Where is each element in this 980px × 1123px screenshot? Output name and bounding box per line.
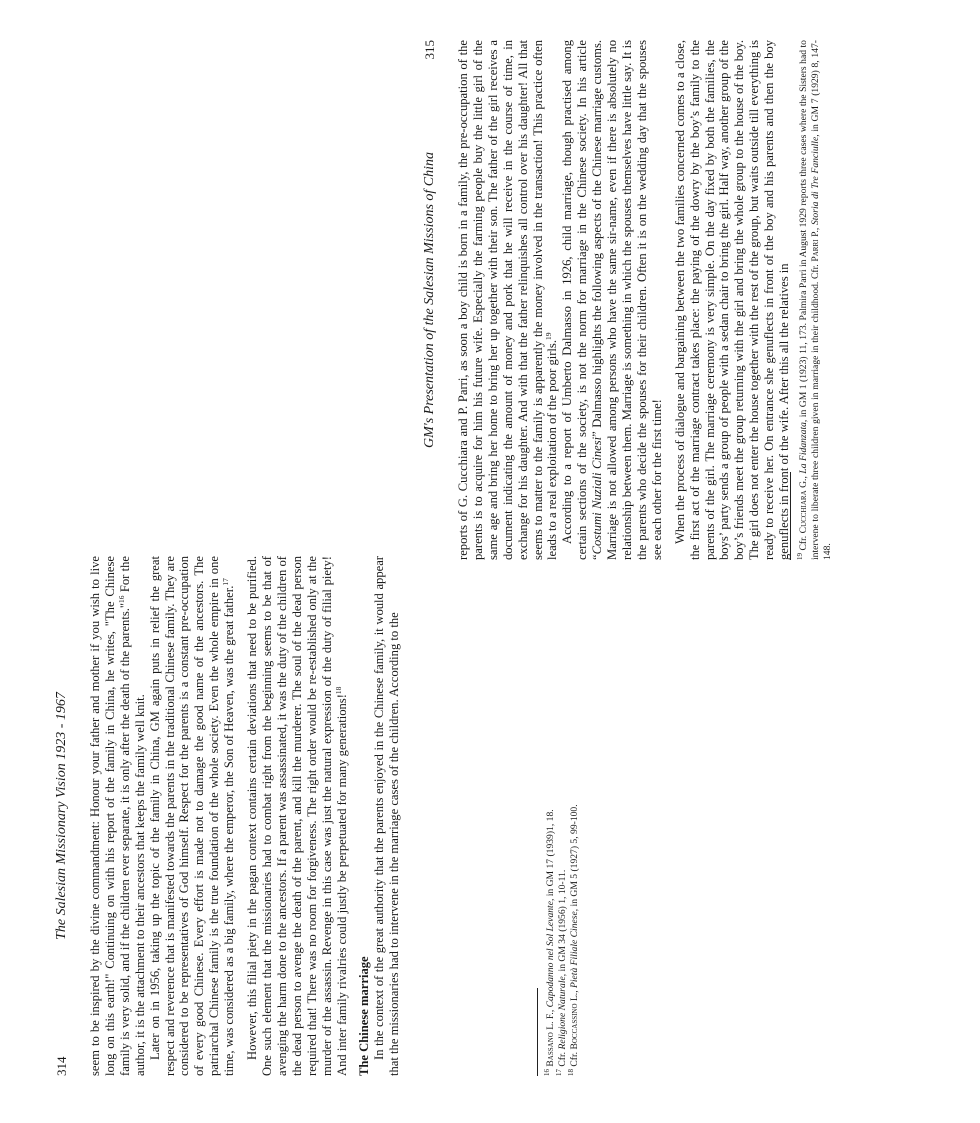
footnote-ref: 16 xyxy=(116,595,126,603)
body-text xyxy=(456,40,792,560)
running-title: The Salesian Missionary Vision 1923 - 1967 xyxy=(54,692,69,940)
section-heading: The Chinese marriage xyxy=(357,956,372,1076)
body-text xyxy=(88,556,402,1076)
footnote: $^{19}$ Cfr. Cucchiara G., La Fidanzata, in GM 1 (1923) 11, 173. Palmira Parri in August 1929 reports three cases where the Sisters had to intervene to liberate three children given in marriage in their childhood. Cfr. Parri P., Storia di Tre Fanciulle, in GM 7 (1929) 8, 147-148. xyxy=(795,40,833,560)
left-page xyxy=(52,556,612,1076)
footnote: $^{16}$ Bassano L. F., Capodanno nel Sol Levante, in GM 17 (1939)1, 18. xyxy=(542,809,556,1076)
footnotes xyxy=(537,556,581,1076)
running-head xyxy=(52,556,72,1076)
page-number: 315 xyxy=(422,40,437,60)
paragraph: Later on in 1956, taking up the topic of the family in China, GM again puts in relief the great respect and reverence that is manifested towards the parents in the traditional Chinese family. They are considered to be representatives of God himself. Respect for the parents is a constant pre-occupation of every good Chinese. Every effort is made not to damage the good name of the ancestors. The patriarchal Chinese family is the true foundation of the whole society. Even the whole empire in one time, was considered as a big family, where the emperor, the Son of Heaven, was the great father.$^{17}$ xyxy=(147,556,237,1076)
paragraph: seem to be inspired by the divine commandment: Honour your father and mother if you wish to live long on this earth!" Continuing on with his report of the family in China, he writes, "The Chinese family is very solid, and if the children ever separate, it is only after the death of the parents."$^{16}$ For the author, it is the attachment to their ancestors that keeps the family well knit. xyxy=(88,556,147,1076)
paragraph: In the context of the great authority that the parents enjoyed in the Chinese family, it would appear that the missionaries had to intervene in the marriage cases of the children. According to the xyxy=(372,556,402,1076)
page-number: 314 xyxy=(54,1056,69,1076)
paragraph: However, this filial piety in the pagan context contains certain deviations that need to be purified. One such element that the missionaries had to combat right from the beginning seems to be that of avenging the harm done to the ancestors. If a parent was assassinated, it was the duty of the children of the dead person to avenge the death of the parent, and kill the murderer. The soul of the dead person required that! There was no room for forgiveness. The right order would be re-established only at the murder of the assassin. Revenge in this case was just the natural expression of the duty of filial piety! And inter family rivalries could justly be perpetuated for many generations!$^{18}$ xyxy=(245,556,349,1076)
footnote: $^{17}$ Cfr. Religione Naturale, in GM 34 (1956) 1, 10-11. xyxy=(554,869,568,1076)
paragraph: reports of G. Cucchiara and P. Parri, as soon a boy child is born in a family, the pre-occupation of the parents is to acquire for him his future wife. Especially the farming people buy the little girl of the same age and bring her home to bring her up together with their son. The father of the girl receives a document indicating the amount of money and pork that he will receive in the course of time, in exchange for his daughter. And with that the father relinquishes all control over his daughter! All that seems to matter to the family is apparently the money involved in the transaction! This practice often leads to a real exploitation of the poor girls.$^{19}$ xyxy=(456,40,560,560)
paragraph: When the process of dialogue and bargaining between the two families concerned comes to a close, the first act of the marriage contract takes place: the paying of the dowry by the boy’s family to the parents of the girl. The marriage ceremony is very simple. On the day fixed by both the families, the boys’ party sends a group of people with a sedan chair to bring the girl. Half way, another group of the boy’s friends meet the group returning with the girl and bring the whole group to the house of the boy. The girl does not enter the house together with the rest of the group, but waits outside till everything is ready to receive her. On entrance she genuflects in front of the boy and his parents and then the boy genuflects in front of the wife. After this all the relatives in xyxy=(672,40,792,560)
running-head xyxy=(420,40,440,560)
footnote: $^{18}$ Cfr. Boccassino L., Pietà Filiale Cinese, in GM 5 (1927) 5, 99-100. xyxy=(566,804,580,1076)
running-title: GM's Presentation of the Salesian Missions of China xyxy=(422,151,437,449)
paragraph: According to a report of Umberto Dalmasso in 1926, child marriage, though practised among certain sections of the society, is not the norm for marriage in the Chinese society. In his article “Costumi Nuziali Cinesi” Dalmasso highlights the following aspects of the Chinese marriage customs. Marriage is not allowed among persons who have the same sir-name, even if there is absolutely no relationship between them. Marriage is something in which the spouses themselves have little say. It is the parents who decide the spouses for their children. Often it is on the wedding day that the spouses see each other for the first time! xyxy=(560,40,664,560)
footnote-ref: 18 xyxy=(333,686,343,695)
footnote-ref: 17 xyxy=(220,578,230,586)
footnotes xyxy=(790,40,834,560)
right-page xyxy=(420,40,980,560)
footnote-rule xyxy=(537,988,538,1076)
footnote-ref: 19 xyxy=(544,332,554,341)
footnote-rule xyxy=(790,472,791,560)
